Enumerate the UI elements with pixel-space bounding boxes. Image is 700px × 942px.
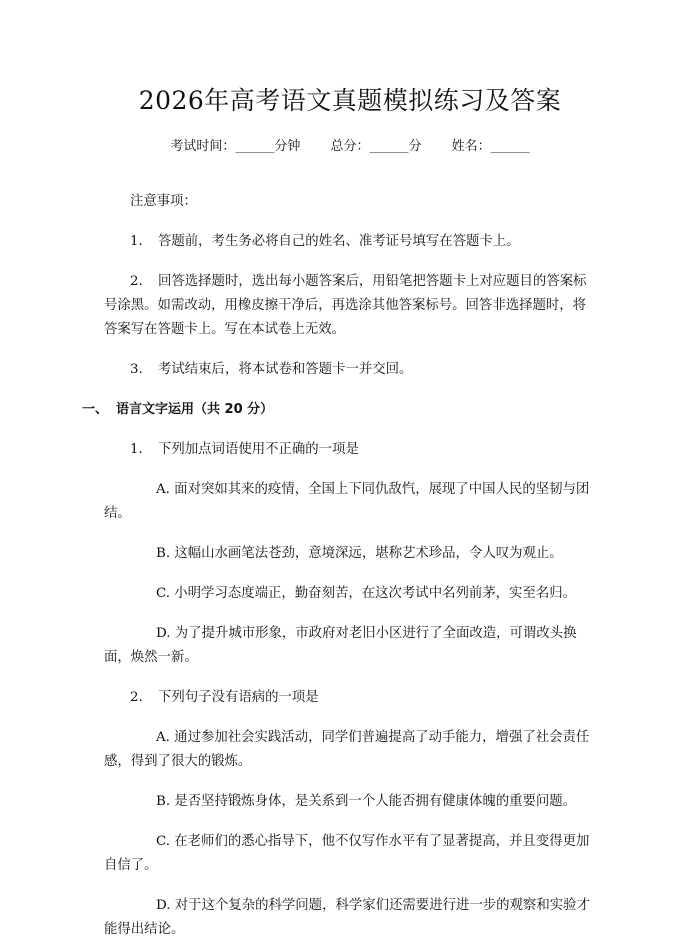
exam-body xyxy=(82,190,596,942)
question-number: 2. xyxy=(130,690,143,705)
question-text: 下列加点词语使用不正确的一项是 xyxy=(158,442,359,457)
time-field xyxy=(170,136,300,158)
notice-heading: 注意事项： xyxy=(130,194,197,209)
score-label: 总分： xyxy=(330,139,370,154)
question-stem xyxy=(104,438,596,462)
question-text: 下列句子没有语病的一项是 xyxy=(158,690,319,705)
time-blank: ______ xyxy=(235,139,275,154)
notice-item xyxy=(104,358,596,382)
notice-item-text: 考试结束后，将本试卷和答题卡一并交回。 xyxy=(158,362,413,377)
section-heading xyxy=(82,398,596,422)
notice-item-number: 2. xyxy=(130,274,143,289)
question-option: B. 是否坚持锻炼身体，是关系到一个人能否拥有健康体魄的重要问题。 xyxy=(156,794,577,809)
name-label: 姓名： xyxy=(451,139,491,154)
name-field xyxy=(452,136,530,158)
score-field xyxy=(330,136,421,158)
question-option: B. 这幅山水画笔法苍劲，意境深远，堪称艺术珍品，令人叹为观止。 xyxy=(156,546,563,561)
notice-item xyxy=(104,270,596,342)
section-title: 语言文字运用（共 20 分） xyxy=(116,402,274,417)
page-title: 2026年高考语文真题模拟练习及答案 xyxy=(138,86,562,115)
question-option: A. 面对突如其来的疫情，全国上下同仇敌忾，展现了中国人民的坚韧与团结。 xyxy=(104,482,590,521)
question-option: C. 小明学习态度端正，勤奋刻苦，在这次考试中名列前茅，实至名归。 xyxy=(156,586,576,601)
time-label: 考试时间： xyxy=(170,139,236,154)
exam-meta xyxy=(104,136,596,158)
question-stem xyxy=(104,686,596,710)
section-number: 一、 xyxy=(82,402,109,417)
time-unit: 分钟 xyxy=(274,139,301,154)
question-option: D. 对于这个复杂的科学问题，科学家们还需要进行进一步的观察和实验才能得出结论。 xyxy=(104,898,590,937)
score-blank: ______ xyxy=(369,139,409,154)
question-option: C. 在老师们的悉心指导下，他不仅写作水平有了显著提高，并且变得更加自信了。 xyxy=(104,834,590,873)
notice-item-number: 1. xyxy=(130,234,143,249)
question-option: A. 通过参加社会实践活动，同学们普遍提高了动手能力，增强了社会责任感，得到了很大的锻炼。 xyxy=(104,730,590,769)
notice-item-number: 3. xyxy=(130,362,143,377)
notice-item-text: 回答选择题时，选出每小题答案后，用铅笔把答题卡上对应题目的答案标号涂黑。如需改动，用橡皮擦干净后，再选涂其他答案标号。回答非选择题时，将答案写在答题卡上。写在本试卷上无效。 xyxy=(104,274,587,337)
question-number: 1. xyxy=(130,442,143,457)
score-unit: 分 xyxy=(408,139,422,154)
notice-item xyxy=(104,230,596,254)
name-blank: ______ xyxy=(490,139,530,154)
question-option: D. 为了提升城市形象，市政府对老旧小区进行了全面改造，可谓改头换面，焕然一新。 xyxy=(104,626,577,665)
notice-item-text: 答题前，考生务必将自己的姓名、准考证号填写在答题卡上。 xyxy=(158,234,520,249)
